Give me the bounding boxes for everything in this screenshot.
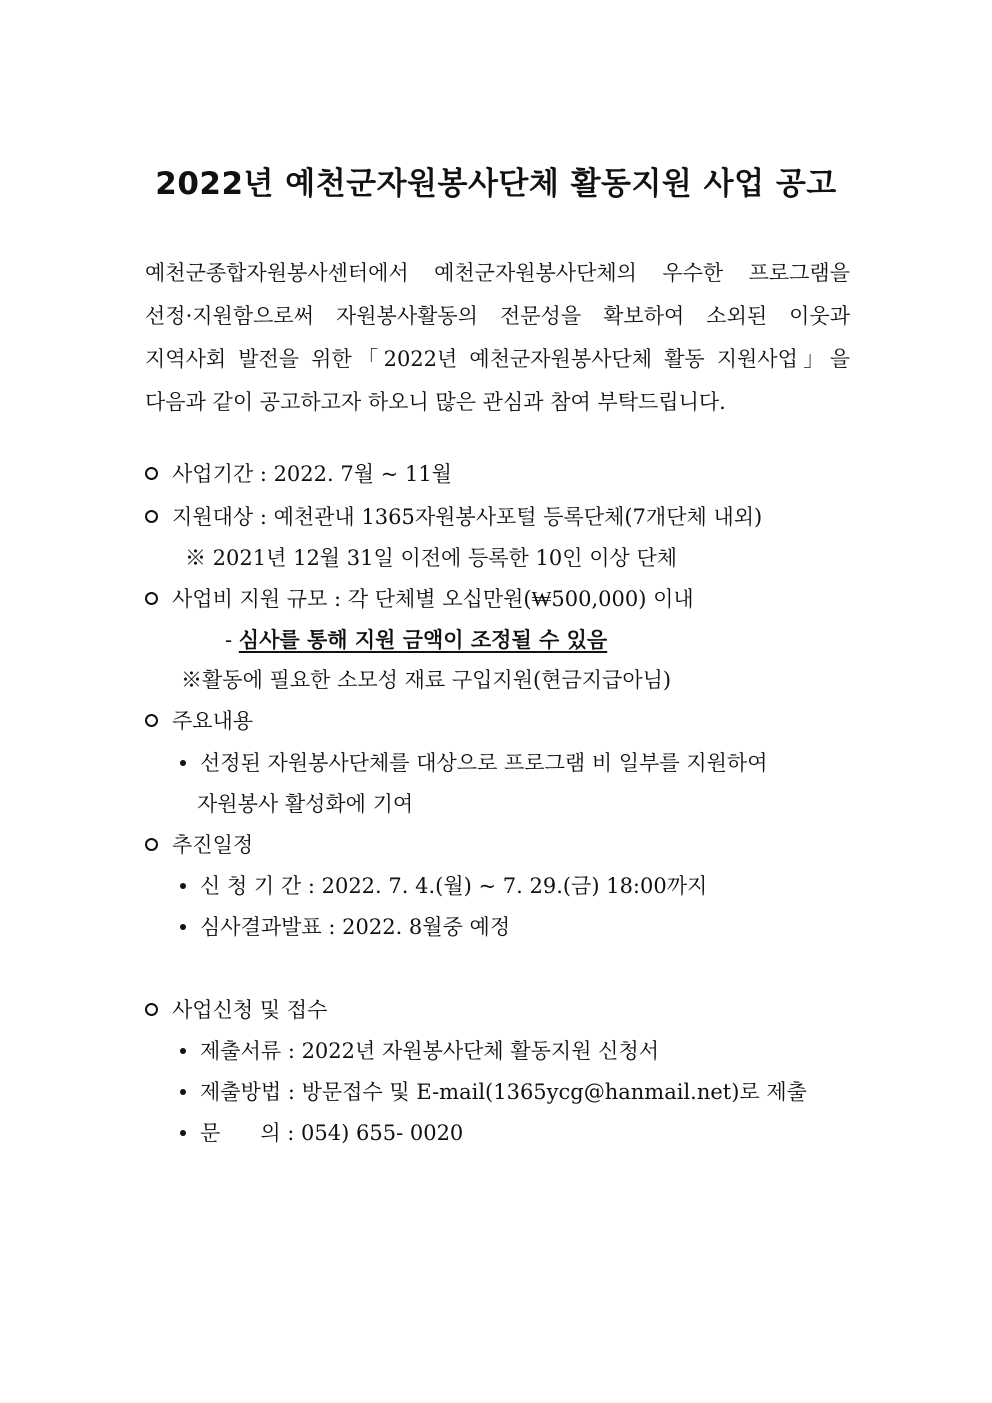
dot-bullet-icon — [180, 1089, 186, 1095]
schedule-apply-text: 신 청 기 간 : 2022. 7. 4.(월) ~ 7. 29.(금) 18:00까지 — [200, 874, 708, 898]
schedule-heading-text: 추진일정 — [172, 833, 254, 857]
content-line-2: 자원봉사 활성화에 기여 — [197, 792, 414, 816]
period-item — [145, 459, 452, 489]
intro-line-1: 예천군종합자원봉사센터에서 예천군자원봉사단체의 우수한 프로그램을 — [145, 261, 850, 285]
circle-bullet-icon — [145, 592, 158, 605]
budget-note-dash: - — [225, 628, 239, 652]
submission-method-text: 제출방법 : 방문접수 및 E-mail(1365ycg@hanmail.net)로 제출 — [200, 1080, 807, 1104]
target-item — [145, 502, 762, 532]
contact — [180, 1118, 463, 1148]
budget-item — [145, 584, 694, 614]
dot-bullet-icon — [180, 760, 186, 766]
schedule-result — [180, 912, 510, 942]
circle-bullet-icon — [145, 510, 158, 523]
circle-bullet-icon — [145, 714, 158, 727]
content-heading-text: 주요내용 — [172, 709, 254, 733]
content-line-1-text: 선정된 자원봉사단체를 대상으로 프로그램 비 일부를 지원하여 — [200, 751, 768, 775]
notice-title: 2022년 예천군자원봉사단체 활동지원 사업 공고 — [155, 166, 837, 202]
dot-bullet-icon — [180, 1130, 186, 1136]
schedule-apply — [180, 871, 707, 901]
budget-text: 사업비 지원 규모 : 각 단체별 오십만원(₩500,000) 이내 — [172, 587, 694, 611]
submission-docs — [180, 1036, 659, 1066]
submission-heading-text: 사업신청 및 접수 — [172, 998, 328, 1022]
intro-line-3: 지역사회 발전을 위한「2022년 예천군자원봉사단체 활동 지원사업」을 — [145, 347, 850, 371]
circle-bullet-icon — [145, 838, 158, 851]
content-heading — [145, 706, 253, 736]
circle-bullet-icon — [145, 467, 158, 480]
target-text: 지원대상 : 예천관내 1365자원봉사포털 등록단체(7개단체 내외) — [172, 505, 763, 529]
intro-line-2: 선정·지원함으로써 자원봉사활동의 전문성을 확보하여 소외된 이웃과 — [145, 304, 850, 328]
budget-note-text: 심사를 통해 지원 금액이 조정될 수 있음 — [238, 627, 608, 652]
budget-note-2: ※활동에 필요한 소모성 재료 구입지원(현금지급아님) — [181, 668, 672, 692]
submission-heading — [145, 995, 327, 1025]
circle-bullet-icon — [145, 1003, 158, 1016]
schedule-heading — [145, 830, 253, 860]
schedule-result-text: 심사결과발표 : 2022. 8월중 예정 — [200, 915, 511, 939]
contact-text: 문 의 : 054) 655- 0020 — [200, 1121, 464, 1145]
dot-bullet-icon — [180, 883, 186, 889]
submission-method — [180, 1077, 807, 1107]
dot-bullet-icon — [180, 1048, 186, 1054]
budget-note — [225, 625, 607, 655]
period-text: 사업기간 : 2022. 7월 ~ 11월 — [172, 462, 452, 486]
intro-paragraph — [145, 252, 850, 424]
target-note: ※ 2021년 12월 31일 이전에 등록한 10인 이상 단체 — [185, 546, 678, 570]
dot-bullet-icon — [180, 924, 186, 930]
content-line-1 — [180, 748, 768, 778]
submission-docs-text: 제출서류 : 2022년 자원봉사단체 활동지원 신청서 — [200, 1039, 660, 1063]
intro-line-4: 다음과 같이 공고하고자 하오니 많은 관심과 참여 부탁드립니다. — [145, 390, 726, 414]
